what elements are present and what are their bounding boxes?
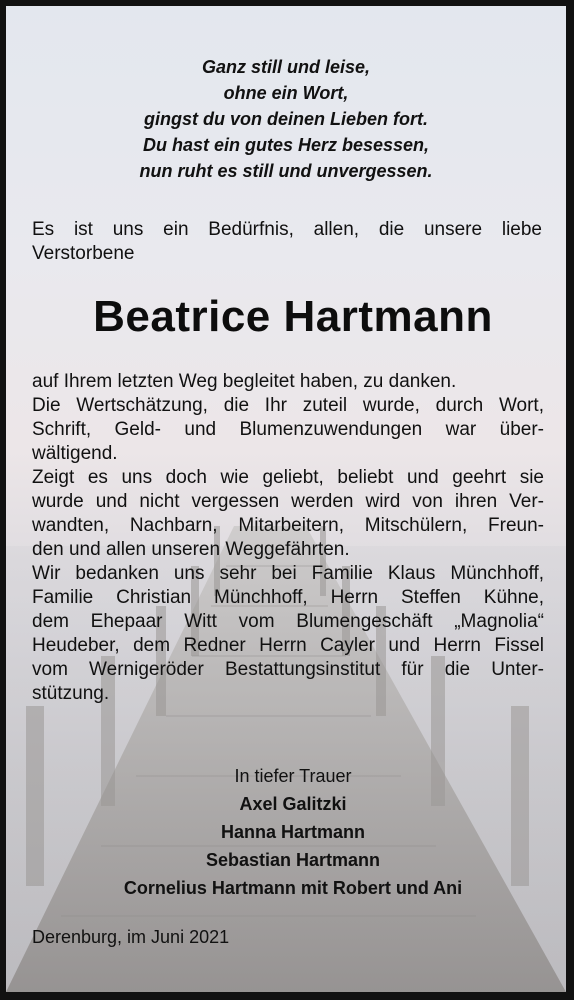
poem-line: Du hast ein gutes Herz besessen,: [142, 135, 430, 155]
obituary-card: [6, 6, 566, 992]
intro-line: Verstorbene: [32, 243, 135, 264]
body-line: den und allen unseren Weggefährten.: [32, 539, 350, 560]
mourner-name: Hanna Hartmann: [220, 822, 366, 842]
body-line: stützung.: [32, 683, 110, 704]
body-line: vom Wernigeröder Bestattungsinstitut für die Unter-: [32, 659, 544, 680]
poem-line: ohne ein Wort,: [223, 83, 349, 103]
poem-line: gingst du von deinen Lieben fort.: [144, 109, 428, 129]
body-line: Die Wertschätzung, die Ihr zuteil wurde, durch Wort,: [32, 395, 544, 416]
body-line: Schrift, Geld- und Blumenzuwendungen war über-: [32, 419, 544, 440]
body-line: wurde und nicht vergessen werden wird von ihren Ver-: [32, 491, 544, 512]
intro-text: [32, 218, 542, 266]
thank-you-text: [32, 370, 544, 706]
body-line: dem Ehepaar Witt vom Blumengeschäft „Magnolia“: [32, 611, 544, 632]
body-line: auf Ihrem letzten Weg begleitet haben, zu danken.: [32, 371, 457, 392]
signoff-intro: In tiefer Trauer: [234, 766, 352, 786]
signoff-block: [6, 762, 566, 902]
body-line: Familie Christian Münchhoff, Herrn Steffen Kühne,: [32, 587, 544, 608]
intro-line: Es ist uns ein Bedürfnis, allen, die unsere liebe: [32, 219, 542, 240]
body-line: wältigend.: [32, 443, 118, 464]
poem-line: Ganz still und leise,: [201, 57, 371, 77]
mourner-name: Axel Galitzki: [239, 794, 347, 814]
body-line: Heudeber, dem Redner Herrn Cayler und Herrn Fissel: [32, 635, 544, 656]
mourner-name: Cornelius Hartmann mit Robert und Ani: [123, 878, 463, 898]
body-line: Wir bedanken uns sehr bei Familie Klaus Münchhoff,: [32, 563, 544, 584]
poem: [6, 54, 566, 184]
mourner-name: Sebastian Hartmann: [205, 850, 381, 870]
place-date: Derenburg, im Juni 2021: [32, 927, 230, 947]
deceased-name: Beatrice Hartmann: [93, 292, 493, 341]
body-line: wandten, Nachbarn, Mitarbeitern, Mitschülern, Freun-: [32, 515, 544, 536]
body-line: Zeigt es uns doch wie geliebt, beliebt und geehrt sie: [32, 467, 544, 488]
poem-line: nun ruht es still und unvergessen.: [139, 161, 433, 181]
